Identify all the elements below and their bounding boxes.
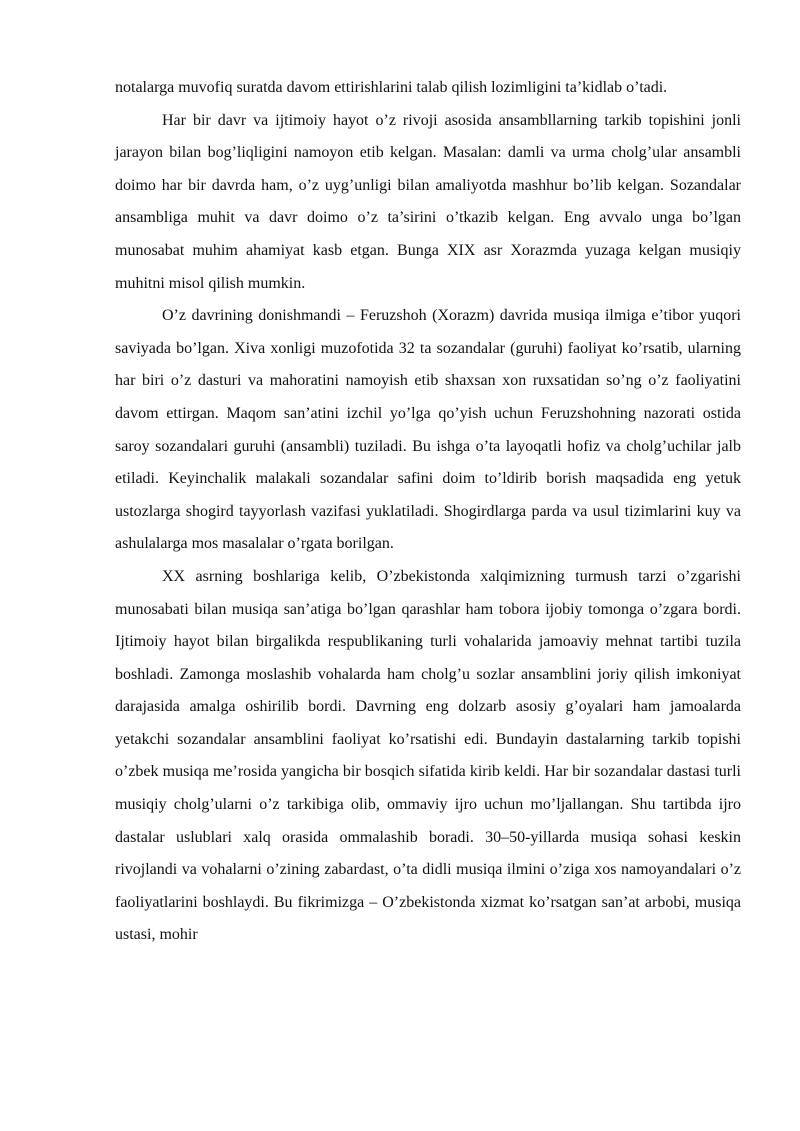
paragraph-ansambllar: Har bir davr va ijtimoiy hayot o’z rivoji asosida ansambllarning tarkib topishini jonli jarayon bilan bog’liqligini namoyon etib kelgan. Masalan: damli va urma cholg’ular ansambli doimo har bir davrda ham, o’z uyg’unligi bilan amaliyotda mashhur bo’lib kelgan. Sozandalar ansambliga muhit va davr doimo o’z ta’sirini o’tkazib kelgan. Eng avvalo unga bo’lgan munosabat muhim ahamiyat kasb etgan. Bunga XIX asr Xorazmda yuzaga kelgan musiqiy muhitni misol qilish mumkin. bbox=[115, 111, 741, 292]
document-page bbox=[115, 72, 741, 952]
paragraph-feruzshoh: O’z davrining donishmandi – Feruzshoh (Xorazm) davrida musiqa ilmiga e’tibor yuqori saviyada bo’lgan. Xiva xonligi muzofotida 32 ta sozandalar (guruhi) faoliyat ko’rsatib, ularning har biri o’z dasturi va mahoratini namoyish etib shaxsan xon ruxsatidan so’ng o’z faoliyatini davom ettirgan. Maqom san’atini izchil yo’lga qo’yish uchun Feruzshohning nazorati ostida saroy sozandalari guruhi (ansambli) tuziladi. Bu ishga o’ta layoqatli hofiz va cholg’uchilar jalb etiladi. Keyinchalik malakali sozandalar safini doim to’ldirib borish maqsadida eng yetuk ustozlarga shogird tayyorlash vazifasi yuklatiladi. Shogirdlarga parda va usul tizimlarini kuy va ashulalarga mos masalalar o’rgata borilgan. bbox=[115, 307, 741, 553]
paragraph-xx-asr: XX asrning boshlariga kelib, O’zbekistonda xalqimizning turmush tarzi o’zgarishi munosabati bilan musiqa san’atiga bo’lgan qarashlar ham tobora ijobiy tomonga o’zgara bordi. Ijtimoiy hayot bilan birgalikda respublikaning turli vohalarida jamoaviy mehnat tartibi tuzila boshladi. Zamonga moslashib vohalarda ham cholg’u sozlar ansamblini joriy qilish imkoniyat darajasida amalga oshirilib bordi. Davrning eng dolzarb asosiy g’oyalari ham jamoalarda yetakchi sozandalar ansamblini faoliyat ko’rsatishi edi. Bundayin dastalarning tarkib topishi o’zbek musiqa me’rosida yangicha bir bosqich sifatida kirib keldi. Har bir sozandalar dastasi turli musiqiy cholg’ularni o’z tarkibiga olib, ommaviy ijro uchun mo’ljallangan. Shu tartibda ijro dastalar uslublari xalq orasida ommalashib boradi. 30–50-yillarda musiqa sohasi keskin rivojlandi va vohalarni o’zining zabardast, o’ta didli musiqa ilmini o’ziga xos namoyandalari o’z faoliyatlarini boshlaydi. Bu fikrimizga – O’zbekistonda xizmat ko’rsatgan san’at arbobi, musiqa ustasi, mohir bbox=[115, 567, 741, 944]
paragraph-continuation: notalarga muvofiq suratda davom ettirishlarini talab qilish lozimligini ta’kidlab o’tadi. bbox=[115, 79, 668, 96]
